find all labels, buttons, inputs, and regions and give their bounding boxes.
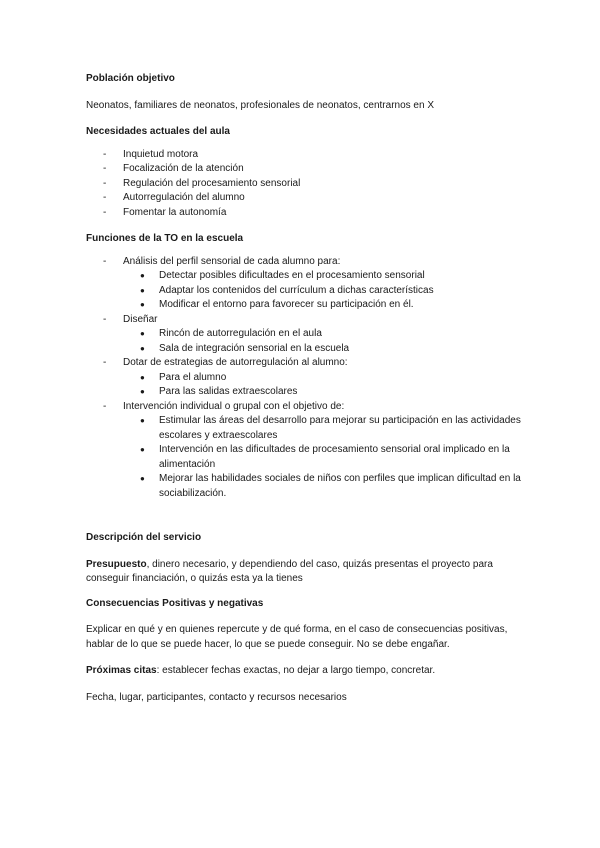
list-item-text: Dotar de estrategias de autorregulación al alumno: xyxy=(123,357,348,368)
dash-marker: - xyxy=(103,148,107,160)
sublist-item-text: Detectar posibles dificultades en el procesamiento sensorial xyxy=(159,270,425,281)
sublist xyxy=(86,269,526,313)
funciones-list xyxy=(86,255,526,502)
sublist-container xyxy=(86,371,526,400)
dash-marker: - xyxy=(103,177,107,189)
sublist-item xyxy=(124,284,526,299)
necesidades-heading: Necesidades actuales del aula xyxy=(86,126,230,137)
list-item xyxy=(86,255,526,270)
bullet-marker: ● xyxy=(140,271,145,280)
dash-marker: - xyxy=(103,400,107,412)
list-item-text: Focalización de la atención xyxy=(123,163,244,174)
sublist-item-text: Mejorar las habilidades sociales de niños con perfiles que implican dificultad en la sociabilización. xyxy=(159,473,521,499)
poblacion-heading: Población objetivo xyxy=(86,73,175,84)
dash-marker: - xyxy=(103,206,107,218)
bullet-marker: ● xyxy=(140,285,145,295)
bullet-marker: ● xyxy=(140,343,145,353)
citas-text: : establecer fechas exactas, no dejar a largo tiempo, concretar. xyxy=(156,665,436,676)
list-item-text: Inquietud motora xyxy=(123,148,199,160)
funciones-heading: Funciones de la TO en la escuela xyxy=(86,233,244,244)
list-item xyxy=(86,400,526,415)
sublist-item-text: Para las salidas extraescolares xyxy=(159,386,298,397)
poblacion-text: Neonatos, familiares de neonatos, profesionales de neonatos, centrarnos en X xyxy=(86,99,434,111)
list-item-text: Regulación del procesamiento sensorial xyxy=(123,177,301,189)
citas-paragraph xyxy=(86,664,526,679)
sublist-container xyxy=(86,269,526,313)
sublist-item xyxy=(124,385,526,400)
sublist-item-text: Para el alumno xyxy=(159,371,227,383)
sublist-item-text: Estimular las áreas del desarrollo para mejorar su participación en las actividades escolares y extraescolares xyxy=(159,415,521,441)
bullet-marker: ● xyxy=(140,445,145,454)
list-item-text: Diseñar xyxy=(123,313,158,325)
bullet-marker: ● xyxy=(140,300,145,309)
bullet-marker: ● xyxy=(140,474,145,483)
bullet-marker: ● xyxy=(140,387,145,396)
bullet-marker: ● xyxy=(140,329,145,338)
sublist-item xyxy=(124,298,526,313)
dash-marker: - xyxy=(103,192,107,203)
sublist-item-text: Intervención en las dificultades de procesamiento sensorial oral implicado en la alimentación xyxy=(159,444,510,470)
sublist-item xyxy=(124,443,526,472)
descripcion-heading: Descripción del servicio xyxy=(86,532,202,543)
sublist-item xyxy=(124,269,526,284)
dash-marker: - xyxy=(103,313,107,325)
sublist-item xyxy=(124,327,526,342)
list-item xyxy=(86,162,526,177)
dash-marker: - xyxy=(103,357,107,368)
sublist-container xyxy=(86,414,526,501)
sublist-item-text: Modificar el entorno para favorecer su participación en él. xyxy=(159,299,414,310)
list-item xyxy=(86,206,526,221)
presupuesto-text: , dinero necesario, y dependiendo del caso, quizás presentas el proyecto para conseguir financiación, o quizás esta ya la tienes xyxy=(86,558,493,584)
sublist-item-text: Rincón de autorregulación en el aula xyxy=(159,328,322,339)
citas-label: Próximas citas xyxy=(86,665,157,676)
sublist xyxy=(86,414,526,501)
list-item xyxy=(86,177,526,192)
document-body xyxy=(86,72,526,705)
sublist-item-text: Adaptar los contenidos del currículum a dichas características xyxy=(159,284,434,296)
list-item-text: Fomentar la autonomía xyxy=(123,206,227,218)
necesidades-list xyxy=(86,148,526,221)
sublist-item xyxy=(124,472,526,501)
presupuesto-paragraph xyxy=(86,558,526,587)
list-item-text: Intervención individual o grupal con el objetivo de: xyxy=(123,400,345,412)
list-item xyxy=(86,148,526,163)
sublist-item xyxy=(124,371,526,386)
sublist-container xyxy=(86,327,526,356)
consecuencias-heading: Consecuencias Positivas y negativas xyxy=(86,597,264,609)
presupuesto-label: Presupuesto xyxy=(86,558,147,570)
dash-marker: - xyxy=(103,255,107,267)
sublist-item xyxy=(124,414,526,443)
bullet-marker: ● xyxy=(140,372,145,382)
sublist-item xyxy=(124,342,526,357)
dash-marker: - xyxy=(103,163,107,174)
list-item xyxy=(86,356,526,371)
sublist xyxy=(86,327,526,356)
list-item xyxy=(86,191,526,206)
consecuencias-text: Explicar en qué y en quienes repercute y de qué forma, en el caso de consecuencias positivas, hablar de lo que se puede hacer, lo que se puede conseguir. No se debe engañar. xyxy=(86,624,508,650)
list-item-text: Análisis del perfil sensorial de cada alumno para: xyxy=(123,255,341,267)
sublist-item-text: Sala de integración sensorial en la escuela xyxy=(159,342,350,354)
final-text: Fecha, lugar, participantes, contacto y recursos necesarios xyxy=(86,691,347,703)
bullet-marker: ● xyxy=(140,416,145,425)
list-item-text: Autorregulación del alumno xyxy=(123,192,245,203)
sublist xyxy=(86,371,526,400)
list-item xyxy=(86,313,526,328)
